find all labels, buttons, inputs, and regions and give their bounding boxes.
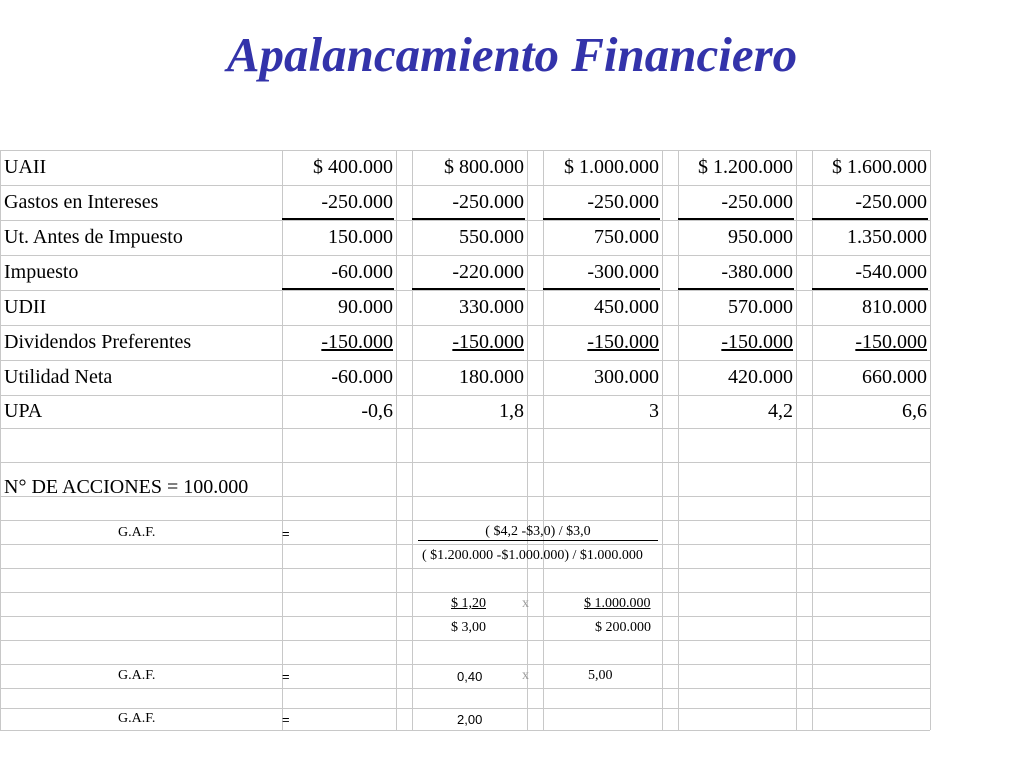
row-label: Gastos en Intereses [4,191,159,213]
gaf-label-1: G.A.F. [118,525,156,540]
gaf-equals-1: = [282,526,290,541]
grid-col-line [930,150,931,730]
grid-row-line [0,708,930,709]
table-cell: -60.000 [331,261,393,283]
table-cell: $ 1.600.000 [832,156,927,178]
grid-row-line [0,592,930,593]
table-cell: -60.000 [331,366,393,388]
gaf-label-3: G.A.F. [118,711,156,726]
table-cell: 550.000 [459,226,524,248]
gaf-times-1: x [522,596,529,611]
grid-row-line [0,730,930,731]
table-cell: 4,2 [768,400,793,422]
table-cell: -250.000 [587,191,659,213]
table-cell: -250.000 [855,191,927,213]
table-cell: 3 [649,400,659,422]
row-label: Impuesto [4,261,79,283]
gaf-equals-3: = [282,712,290,727]
table-cell: -220.000 [452,261,524,283]
table-cell: 6,6 [902,400,927,422]
table-cell: -0,6 [361,400,393,422]
table-cell: 90.000 [338,296,393,318]
grid-row-line [0,544,930,545]
spreadsheet [0,150,930,730]
table-cell: $ 400.000 [313,156,393,178]
gaf-numerator-right: $ 1.000.000 [584,596,651,611]
gaf-formula-top-text: ( $4,2 -$3,0) / $3,0 [485,524,591,539]
grid-row-line [0,664,930,665]
shares-note: N° DE ACCIONES = 100.000 [4,476,249,498]
table-cell: 750.000 [594,226,659,248]
table-cell: 300.000 [594,366,659,388]
gaf-equals-2: = [282,669,290,684]
grid-col-line [396,150,397,730]
gaf-denominator-left: $ 3,00 [451,620,486,635]
gaf-final-result: 2,00 [457,712,483,727]
gaf-label-2: G.A.F. [118,668,156,683]
grid-row-line [0,616,930,617]
table-cell: -300.000 [587,261,659,283]
row-label: Utilidad Neta [4,366,113,388]
table-cell: 810.000 [862,296,927,318]
grid-col-line [662,150,663,730]
table-cell: 1,8 [499,400,524,422]
table-cell: -380.000 [721,261,793,283]
gaf-result-left: 0,40 [457,669,483,684]
table-cell: -150.000 [321,331,393,353]
row-label: UPA [4,400,43,422]
table-cell: 180.000 [459,366,524,388]
grid-row-line [0,462,930,463]
gaf-numerator-left: $ 1,20 [451,596,486,611]
gaf-formula-top [418,525,658,541]
table-cell: 330.000 [459,296,524,318]
table-cell: $ 1.200.000 [698,156,793,178]
gaf-times-2: x [522,668,529,683]
table-cell: 570.000 [728,296,793,318]
grid-row-line [0,568,930,569]
grid-row-line [0,688,930,689]
table-cell: 950.000 [728,226,793,248]
row-label: Dividendos Preferentes [4,331,192,353]
table-cell: -250.000 [721,191,793,213]
grid-row-line [0,520,930,521]
table-cell: $ 800.000 [444,156,524,178]
table-cell: 150.000 [328,226,393,248]
table-cell: -250.000 [321,191,393,213]
grid-row-line [0,640,930,641]
table-cell: -150.000 [855,331,927,353]
table-cell: 1.350.000 [847,226,927,248]
table-cell: -150.000 [587,331,659,353]
row-label: UDII [4,296,47,318]
table-cell: 660.000 [862,366,927,388]
row-label: UAII [4,156,47,178]
table-cell: $ 1.000.000 [564,156,659,178]
table-cell: -150.000 [452,331,524,353]
table-cell: 450.000 [594,296,659,318]
table-cell: 420.000 [728,366,793,388]
table-cell: -150.000 [721,331,793,353]
grid-row-line [0,428,930,429]
grid-col-line [796,150,797,730]
gaf-result-right: 5,00 [588,668,613,683]
gaf-formula-bottom: ( $1.200.000 -$1.000.000) / $1.000.000 [422,548,643,563]
row-label: Ut. Antes de Impuesto [4,226,183,248]
page-title: Apalancamiento Financiero [226,27,798,82]
gaf-denominator-right: $ 200.000 [595,620,651,635]
grid-col-line [527,150,528,730]
table-cell: -540.000 [855,261,927,283]
table-cell: -250.000 [452,191,524,213]
